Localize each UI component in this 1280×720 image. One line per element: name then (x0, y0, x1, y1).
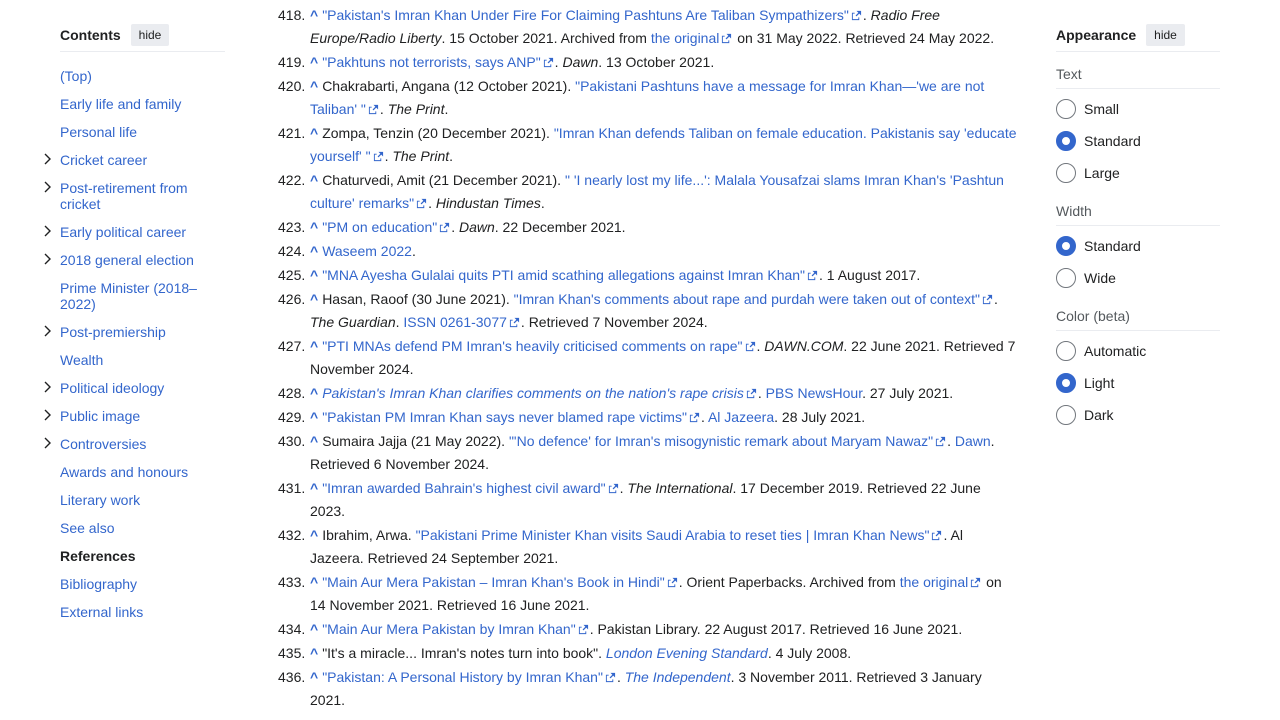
citation-text: "It's a miracle... Imran's notes turn into book". (322, 645, 606, 661)
appearance-panel (1056, 22, 1220, 431)
citation-link[interactable]: Dawn (954, 433, 991, 449)
citation-text: . (540, 195, 545, 211)
reference-number: 424. (278, 243, 306, 259)
reference-item (278, 122, 1018, 168)
backlink-caret[interactable]: ^ (310, 243, 319, 259)
external-link-icon[interactable] (667, 577, 678, 588)
appearance-header (1056, 22, 1220, 52)
citation-link[interactable]: "Imran Khan defends Taliban on female education. Pakistanis say 'educate yourself' " (310, 125, 1017, 164)
chevron-right-icon[interactable] (42, 380, 54, 394)
toc-item-label: Early political career (60, 224, 187, 240)
citation-source: The International (627, 480, 733, 496)
radio-unselected-icon[interactable] (1056, 405, 1076, 425)
citation-text: Sumaira Jajja (21 May 2022). (322, 433, 509, 449)
citation-text: Chaturvedi, Amit (21 December 2021). (322, 172, 565, 188)
toc-item[interactable] (60, 218, 225, 246)
external-link-icon[interactable] (970, 577, 981, 588)
backlink-caret[interactable]: ^ (310, 267, 319, 283)
citation-text: on 31 May 2022. Retrieved 24 May 2022. (733, 30, 995, 46)
toc-item[interactable] (60, 374, 225, 402)
chevron-right-icon[interactable] (42, 408, 54, 422)
citation-source: The Print (387, 101, 445, 117)
reference-item (278, 216, 1018, 239)
reference-item (278, 618, 1018, 641)
external-link-icon[interactable] (851, 10, 862, 21)
toc-item[interactable] (60, 246, 225, 274)
toc-item-label: Prime Minister (2018–2022) (60, 280, 197, 312)
citation-text: . 15 October 2021. Archived from (441, 30, 651, 46)
citation-link[interactable]: 0261-3077 (439, 314, 507, 330)
citation-text: . 22 June 2021. Retrieved 7 November 2024. (310, 338, 1016, 377)
backlink-caret[interactable]: ^ (310, 172, 319, 188)
radio-option[interactable] (1056, 262, 1220, 294)
toc-list (60, 62, 225, 626)
citation-text: . (379, 101, 388, 117)
backlink-caret[interactable]: ^ (310, 385, 319, 401)
toc-item[interactable] (60, 402, 225, 430)
citation-text: . (700, 409, 708, 425)
external-link-icon[interactable] (509, 317, 520, 328)
external-link-icon[interactable] (807, 270, 818, 281)
citation-text: . (756, 338, 765, 354)
reference-number: 420. (278, 78, 306, 94)
toc-header (60, 22, 225, 52)
reference-number: 421. (278, 125, 306, 141)
toc-item[interactable] (60, 174, 225, 218)
backlink-caret[interactable]: ^ (310, 527, 319, 543)
toc-item[interactable] (60, 598, 225, 626)
citation-source: Radio Free Europe/Radio Liberty (310, 7, 940, 46)
citation-text: . Retrieved 7 November 2024. (520, 314, 708, 330)
toc-item-label: Controversies (60, 436, 147, 452)
appearance-group-label: Color (beta) (1056, 308, 1220, 331)
toc-item-label: Awards and honours (60, 464, 189, 480)
backlink-caret[interactable]: ^ (310, 574, 319, 590)
toc-item-label: Post-premiership (60, 324, 166, 340)
reference-item (278, 382, 1018, 405)
toc-item-label: Wealth (60, 352, 104, 368)
external-link-icon[interactable] (746, 388, 757, 399)
citation-link[interactable]: ISSN (403, 314, 437, 330)
toc-item[interactable] (60, 458, 225, 486)
citation-text: . (395, 314, 404, 330)
chevron-right-icon[interactable] (42, 324, 54, 338)
citation-link[interactable]: "Pakistani Prime Minister Khan visits Saudi Arabia to reset ties | Imran Khan News" (415, 527, 930, 543)
chevron-right-icon[interactable] (42, 436, 54, 450)
radio-option[interactable] (1056, 93, 1220, 125)
reference-number: 435. (278, 645, 306, 661)
toc-item[interactable] (60, 318, 225, 346)
reference-number: 419. (278, 54, 306, 70)
toc-item-label: Political ideology (60, 380, 165, 396)
citation-text: . (428, 195, 436, 211)
toc-item-label: Literary work (60, 492, 141, 508)
citation-text: . (451, 219, 459, 235)
toc-item[interactable] (60, 118, 225, 146)
radio-option-label: Dark (1084, 407, 1114, 423)
reference-item (278, 430, 1018, 476)
citation-text: . 4 July 2008. (767, 645, 852, 661)
toc-title: Contents (60, 26, 121, 43)
citation-link[interactable]: "Pakistani Pashtuns have a message for Imran Khan—'we are not Taliban' " (310, 78, 985, 117)
radio-unselected-icon[interactable] (1056, 341, 1076, 361)
reference-item (278, 642, 1018, 665)
appearance-group-label: Width (1056, 203, 1220, 226)
citation-text: . 17 December 2019. Retrieved 22 June 2023. (310, 480, 981, 519)
radio-option-label: Automatic (1084, 343, 1147, 359)
backlink-caret[interactable]: ^ (310, 338, 319, 354)
appearance-group-label: Text (1056, 66, 1220, 89)
toc-hide-button[interactable]: hide (131, 24, 170, 46)
citation-source: Hindustan Times (435, 195, 541, 211)
toc-item[interactable] (60, 346, 225, 374)
citation-link[interactable]: "Pakhtuns not terrorists, says ANP" (322, 54, 541, 70)
citation-text: . (444, 101, 449, 117)
external-link-icon[interactable] (416, 198, 427, 209)
external-link-icon[interactable] (608, 483, 619, 494)
toc-item-label: External links (60, 604, 144, 620)
toc-item[interactable] (60, 542, 225, 570)
appearance-groups (1056, 66, 1220, 431)
citation-link[interactable]: "Pakistan's Imran Khan Under Fire For Claiming Pashtuns Are Taliban Sympathizers" (322, 7, 849, 23)
citation-text: . (619, 480, 628, 496)
citation-link[interactable]: "Main Aur Mera Pakistan – Imran Khan's Book in Hindi" (322, 574, 665, 590)
radio-option[interactable] (1056, 125, 1220, 157)
reference-number: 425. (278, 267, 306, 283)
reference-item (278, 571, 1018, 617)
reference-item (278, 4, 1018, 50)
reference-item (278, 240, 1018, 263)
radio-unselected-icon[interactable] (1056, 268, 1076, 288)
chevron-right-icon[interactable] (42, 252, 54, 266)
citation-source: The Print (392, 148, 450, 164)
citation-source: Dawn (562, 54, 599, 70)
reference-number: 423. (278, 219, 306, 235)
reference-item (278, 75, 1018, 121)
citation-source: The Guardian (310, 314, 396, 330)
citation-text: . 27 July 2021. (862, 385, 954, 401)
external-link-icon[interactable] (439, 222, 450, 233)
radio-option[interactable] (1056, 335, 1220, 367)
citation-text: . Pakistan Library. 22 August 2017. Retrieved 16 June 2021. (589, 621, 963, 637)
external-link-icon[interactable] (689, 412, 700, 423)
reference-number: 418. (278, 7, 306, 23)
citation-text: on 14 November 2021. Retrieved 16 June 2021. (310, 574, 1002, 613)
radio-option[interactable] (1056, 157, 1220, 189)
citation-link[interactable]: Waseem 2022 (322, 243, 412, 259)
citation-link[interactable]: the original (650, 30, 720, 46)
citation-link[interactable]: "Imran Khan's comments about rape and purdah were taken out of context" (513, 291, 980, 307)
toc-item-label: Cricket career (60, 152, 148, 168)
citation-text: Chakrabarti, Angana (12 October 2021). (322, 78, 576, 94)
toc-item-label: Personal life (60, 124, 138, 140)
radio-unselected-icon[interactable] (1056, 99, 1076, 119)
toc-item[interactable] (60, 90, 225, 118)
citation-link[interactable]: "MNA Ayesha Gulalai quits PTI amid scathing allegations against Imran Khan" (322, 267, 806, 283)
citation-link[interactable]: "PM on education" (322, 219, 438, 235)
citation-link[interactable]: the original (899, 574, 969, 590)
toc-item-label: Bibliography (60, 576, 138, 592)
toc-item-label: 2018 general election (60, 252, 194, 268)
backlink-caret[interactable]: ^ (310, 645, 319, 661)
external-link-icon[interactable] (368, 104, 379, 115)
backlink-caret[interactable]: ^ (310, 621, 319, 637)
appearance-hide-button[interactable]: hide (1146, 24, 1185, 46)
external-link-icon[interactable] (543, 57, 554, 68)
toc-item[interactable] (60, 62, 225, 90)
citation-text: . (554, 54, 563, 70)
radio-selected-icon[interactable] (1056, 373, 1076, 393)
radio-unselected-icon[interactable] (1056, 163, 1076, 183)
reference-number: 427. (278, 338, 306, 354)
citation-text: . (384, 148, 393, 164)
citation-text: . (616, 669, 625, 685)
citation-link[interactable]: "Imran awarded Bahrain's highest civil award" (322, 480, 606, 496)
radio-option[interactable] (1056, 367, 1220, 399)
toc-item[interactable] (60, 430, 225, 458)
citation-link[interactable]: "'No defence' for Imran's misogynistic remark about Maryam Nawaz" (508, 433, 934, 449)
toc-item-label: Post-retirement from cricket (60, 180, 188, 212)
backlink-caret[interactable]: ^ (310, 7, 319, 23)
citation-text: . (993, 291, 998, 307)
reference-item (278, 264, 1018, 287)
citation-link[interactable]: Pakistan's Imran Khan clarifies comments on the nation's rape crisis (322, 385, 744, 401)
citation-text: . (411, 243, 416, 259)
external-link-icon[interactable] (373, 151, 384, 162)
toc-item[interactable] (60, 570, 225, 598)
reference-item (278, 477, 1018, 523)
citation-text: . Al Jazeera. Retrieved 24 September 2021. (310, 527, 963, 566)
toc-item-label: Public image (60, 408, 141, 424)
external-link-icon[interactable] (745, 341, 756, 352)
backlink-caret[interactable]: ^ (310, 480, 319, 496)
toc-item[interactable] (60, 274, 225, 318)
citation-text: . (862, 7, 871, 23)
reference-number: 434. (278, 621, 306, 637)
radio-option-label: Light (1084, 375, 1115, 391)
external-link-icon[interactable] (982, 294, 993, 305)
reference-number: 436. (278, 669, 306, 685)
toc-item-label: Early life and family (60, 96, 182, 112)
citation-link[interactable]: PBS NewsHour (765, 385, 863, 401)
radio-selected-icon[interactable] (1056, 131, 1076, 151)
citation-link[interactable]: "Main Aur Mera Pakistan by Imran Khan" (322, 621, 576, 637)
citation-link[interactable]: "Pakistan PM Imran Khan says never blamed rape victims" (322, 409, 687, 425)
citation-text: . 28 July 2021. (774, 409, 866, 425)
reference-number: 432. (278, 527, 306, 543)
references-list (278, 4, 1018, 713)
backlink-caret[interactable]: ^ (310, 409, 319, 425)
citation-text: Zompa, Tenzin (20 December 2021). (322, 125, 554, 141)
radio-option-label: Standard (1084, 133, 1141, 149)
external-link-icon[interactable] (578, 624, 589, 635)
backlink-caret[interactable]: ^ (310, 291, 319, 307)
chevron-right-icon[interactable] (42, 224, 54, 238)
radio-option[interactable] (1056, 230, 1220, 262)
reference-item (278, 335, 1018, 381)
backlink-caret[interactable]: ^ (310, 433, 319, 449)
citation-text: . (947, 433, 955, 449)
citation-text: . Retrieved 6 November 2024. (310, 433, 995, 472)
chevron-right-icon[interactable] (42, 180, 54, 194)
toc-item-label: See also (60, 520, 115, 536)
backlink-caret[interactable]: ^ (310, 219, 319, 235)
toc-item-label: (Top) (60, 68, 92, 84)
toc-item-label: References (60, 548, 136, 564)
citation-text: . (757, 385, 766, 401)
toc-item[interactable] (60, 514, 225, 542)
citation-link[interactable]: London Evening Standard (605, 645, 768, 661)
reference-item (278, 524, 1018, 570)
citation-text: Hasan, Raoof (30 June 2021). (322, 291, 514, 307)
backlink-caret[interactable]: ^ (310, 125, 319, 141)
radio-option[interactable] (1056, 399, 1220, 431)
reference-number: 426. (278, 291, 306, 307)
backlink-caret[interactable]: ^ (310, 78, 319, 94)
citation-text: . 13 October 2021. (598, 54, 715, 70)
radio-selected-icon[interactable] (1056, 236, 1076, 256)
external-link-icon[interactable] (721, 33, 732, 44)
citation-text: . (449, 148, 454, 164)
citation-text: . 22 December 2021. (494, 219, 626, 235)
reference-item (278, 288, 1018, 334)
chevron-right-icon[interactable] (42, 152, 54, 166)
radio-option-label: Large (1084, 165, 1120, 181)
citation-source: Dawn (458, 219, 495, 235)
external-link-icon[interactable] (605, 672, 616, 683)
radio-option-label: Small (1084, 101, 1120, 117)
radio-option-label: Standard (1084, 238, 1141, 254)
citation-text: . Orient Paperbacks. Archived from (678, 574, 900, 590)
reference-number: 429. (278, 409, 306, 425)
external-link-icon[interactable] (931, 530, 942, 541)
reference-item (278, 406, 1018, 429)
citation-link[interactable]: " 'I nearly lost my life...': Malala Yousafzai slams Imran Khan's 'Pashtun culture' remarks" (310, 172, 1004, 211)
reference-item (278, 666, 1018, 712)
backlink-caret[interactable]: ^ (310, 54, 319, 70)
citation-link[interactable]: Al Jazeera (707, 409, 775, 425)
reference-number: 430. (278, 433, 306, 449)
appearance-title: Appearance (1056, 26, 1137, 43)
radio-option-label: Wide (1084, 270, 1116, 286)
citation-link[interactable]: The Independent (624, 669, 731, 685)
backlink-caret[interactable]: ^ (310, 669, 319, 685)
toc-item[interactable] (60, 146, 225, 174)
reference-number: 422. (278, 172, 306, 188)
external-link-icon[interactable] (935, 436, 946, 447)
citation-link[interactable]: "Pakistan: A Personal History by Imran Khan" (322, 669, 603, 685)
citation-text: Ibrahim, Arwa. (322, 527, 416, 543)
citation-source: DAWN.COM (764, 338, 844, 354)
table-of-contents (60, 22, 225, 626)
citation-link[interactable]: "PTI MNAs defend PM Imran's heavily criticised comments on rape" (322, 338, 743, 354)
reference-item (278, 51, 1018, 74)
reference-number: 428. (278, 385, 306, 401)
reference-number: 433. (278, 574, 306, 590)
reference-number: 431. (278, 480, 306, 496)
toc-item[interactable] (60, 486, 225, 514)
reference-item (278, 169, 1018, 215)
citation-text: . 1 August 2017. (819, 267, 921, 283)
citation-text: . 3 November 2011. Retrieved 3 January 2021. (310, 669, 982, 708)
